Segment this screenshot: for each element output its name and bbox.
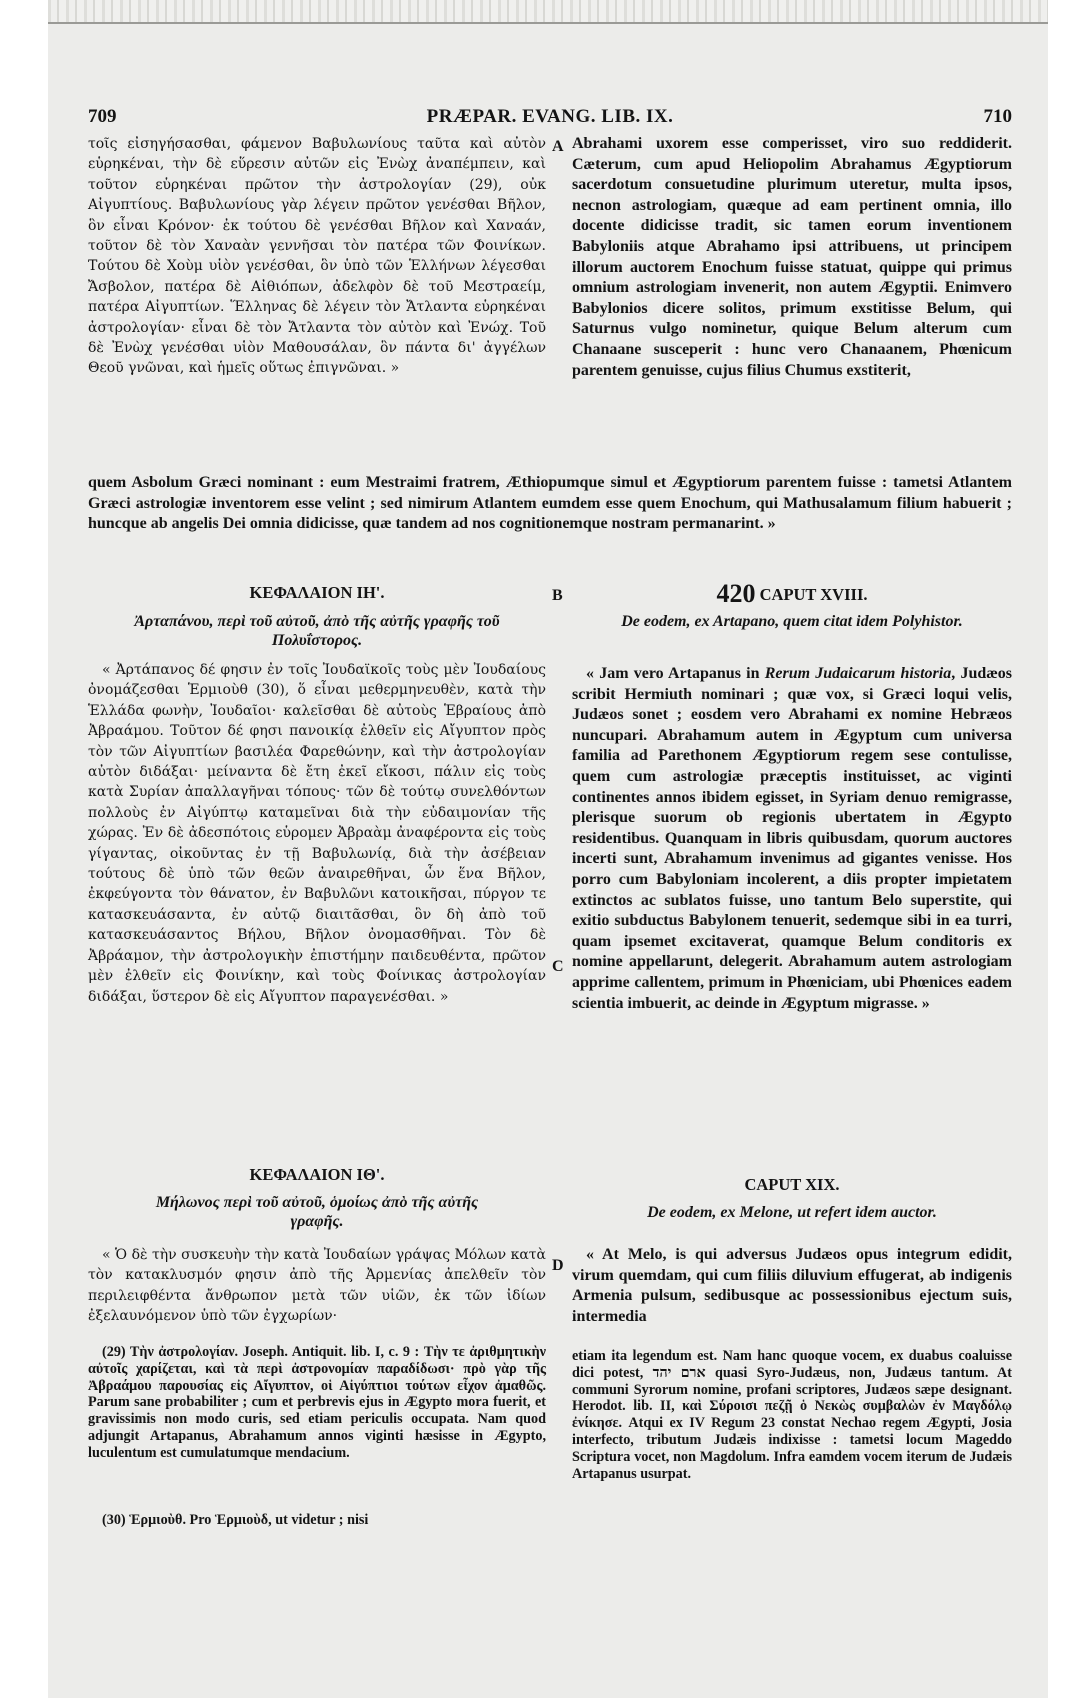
right-page-number: 710 bbox=[983, 106, 1012, 127]
greek-chapter-19-text: « Ὁ δὲ τὴν συσκευὴν τὴν κατὰ Ἰουδαίων γράψας Μόλων κατὰ τὸν κατακλυσμόν φησιν ἀπὸ τῆς Ἀρμενίας ἀπελθεῖν τὸν περιλειφθέντα ἄνθρωπον μετὰ τῶν υἱῶν, ἐκ τῶν ἰδίων ἐξελαυνόμενον ὑπὸ τῶν ἐγχωρίων· bbox=[88, 1247, 546, 1325]
greek-chapter-18-subtitle: Ἀρταπάνου, περὶ τοῦ αὐτοῦ, ἀπὸ τῆς αὐτῆς γραφῆς τοῦ Πολυΐστορος. bbox=[134, 613, 500, 649]
left-page-number: 709 bbox=[88, 106, 117, 127]
latin-chapter-18-title: CAPUT XVIII. bbox=[759, 585, 868, 604]
greek-chapter-18-heading: ΚΕΦΑΛΑΙΟΝ ΙΗ'. bbox=[249, 583, 385, 602]
greek-chapter-19-heading: ΚΕΦΑΛΑΙΟΝ ΙΘ'. bbox=[249, 1165, 385, 1184]
section-number: 420 bbox=[716, 579, 756, 608]
latin-ch18-part-a: « Jam vero Artapanus in bbox=[586, 665, 765, 682]
margin-marker-d: D bbox=[552, 1257, 564, 1274]
greek-chapter-19-subtitle: Μήλωνος περὶ τοῦ αὐτοῦ, ὁμοίως ἀπὸ τῆς αὐτῆς γραφῆς. bbox=[155, 1194, 479, 1230]
latin-chapter-19-text: « At Melo, is qui adversus Judæos opus integrum edidit, virum quemdam, qui cum filiis diluvium effugerat, ab indigenis Armenia pulsum, sedibusque ac possessionibus ejectum suis, intermedia bbox=[572, 1246, 1012, 1325]
scan-edge-rule bbox=[48, 22, 1048, 24]
latin-chapter-19-subtitle: De eodem, ex Melone, ut refert idem auctor. bbox=[647, 1204, 937, 1221]
margin-marker-c: C bbox=[552, 958, 564, 975]
footnote-right-column: etiam ita legendum est. Nam hanc quoque vocem, ex duabus coaluisse dici potest, ארם יהד quasi Syro-Judæus, non, Judæus tantum. At communi Syrorum nomine, profani scriptores, Judæos sæpe designant. Herodot. lib. II, καὶ Σύροισι πεζῇ ὁ Νεκὼς συμβαλὼν ἐν Μαγδόλῳ ἐνίκησε. Atqui ex IV Regum 23 constat Nechao regem Ægypti, Josia interfecto, tributum Judæis indixisse : tametsi locum Mageddo Scriptura vocet, non Magdolum. Infra eamdem vocem iterum de Judæis Artapanus usurpat. bbox=[572, 1348, 1012, 1482]
margin-marker-a: A bbox=[552, 138, 564, 155]
scanned-page bbox=[48, 0, 1048, 1698]
latin-ch18-book-title: Rerum Judaicarum historia bbox=[764, 665, 952, 682]
scan-edge-noise bbox=[48, 0, 1048, 22]
running-header bbox=[88, 106, 1012, 130]
latin-fullwidth-text: quem Asbolum Græci nominant : eum Mestraimi fratrem, Æthiopumque simul et Ægyptiorum parentem fuisse : tametsi Atlantem Græci astrologiæ inventorem esse velint ; sed nimirum Atlantem eumdem esse quem Enochum, qui Mathusalamum filium habuerit ; huncque ab angelis Dei omnia didicisse, quæ tandem ad nos cognitionemque nostram permanarint. » bbox=[88, 474, 1012, 533]
running-title: PRÆPAR. EVANG. LIB. IX. bbox=[426, 106, 674, 127]
latin-chapter-18-heading bbox=[572, 579, 1012, 609]
footnote-30: (30) Ἑρμιοὺθ. Pro Ἑρμιοὺδ, ut videtur ; nisi bbox=[102, 1512, 369, 1528]
greek-opening-text: τοῖς εἰσηγήσασθαι, φάμενον Βαβυλωνίους ταῦτα καὶ αὐτὸν εὑρηκέναι, τὴν δὲ εὕρεσιν αὐτῶν εἰς Ἐνὼχ ἀναπέμπειν, καὶ τοῦτον εὑρηκέναι πρῶτον τὴν ἀστρολογίαν (29), οὐκ Αἰγυπτίους. Βαβυλωνίους γὰρ λέγειν πρῶτον γενέσθαι Βῆλον, ὃν εἶναι Κρόνον· ἐκ τούτου δὲ γενέσθαι Βῆλον καὶ Χαναάν, τοῦτον δὲ τὸν Χαναὰν γεννῆσαι τὸν πατέρα τῶν Φοινίκων. Τούτου δὲ Χοὺμ υἱὸν γενέσθαι, ὃν ὑπὸ τῶν Ἑλλήνων λέγεσθαι Ἄσβολον, πατέρα δὲ Αἰθιόπων, ἀδελφὸν δὲ τοῦ Μεστραείμ, πατέρα Αἰγυπτίων. Ἕλληνας δὲ λέγειν τὸν Ἄτλαντα εὑρηκέναι ἀστρολογίαν· εἶναι δὲ τὸν Ἄτλαντα τὸν αὐτὸν καὶ Ἐνώχ. Τοῦ δὲ Ἐνὼχ γενέσθαι υἱὸν Μαθουσάλαν, ὃν πάντα δι' ἀγγέλων Θεοῦ γνῶναι, καὶ ἡμεῖς οὕτως ἐπιγνῶναι. » bbox=[88, 136, 546, 377]
footnote-29: (29) Τὴν ἀστρολογίαν. Joseph. Antiquit. lib. I, c. 9 : Τὴν τε ἀριθμητικὴν αὐτοῖς χαρίζεται, καὶ τὰ περὶ ἀστρονομίαν παραδίδωσι· πρὸ γὰρ τῆς Ἀβραάμου παρουσίας εἰς Αἴγυπτον, οἱ Αἰγύπτιοι τούτων εἶχον ἀμαθῶς. Parum sane probabiliter ; cum et perbrevis ejus in Ægypto mora fuerit, et gravissimis non modo curis, sed etiam periculis occupata. Nam quod adjungit Artapanus, Abrahamum annos viginti hæsisse in Ægypto, luculentum est cumulatumque mendacium. bbox=[88, 1344, 546, 1461]
latin-opening-text: Abrahami uxorem esse comperisset, viro suo reddiderit. Cæterum, cum apud Heliopolim Abrahamus Ægyptiorum sacerdotum consuetudine plurimum uteretur, multa ipsos, necnon astrologiam, quæque ad eam pertinent omnia, illo docente didicisse tradit, sic tamen eorum inventionem Babyloniis atque Abrahamo ipsi attribuens, ut principem illorum auctorem Enochum fuisse statuat, quippe qui primus omnium astrologiam invenerit, non autem Ægyptii. Enimvero Babylonios dicere solitos, primum exstitisse Belum, qui Saturnus vulgo nominetur, quique Belum alterum cum Chanaane susceperit : hunc vero Chanaanem, Phœnicum parentem genuisse, cujus filius Chumus exstiterit, bbox=[572, 135, 1012, 379]
latin-chapter-19-heading: CAPUT XIX. bbox=[744, 1175, 840, 1194]
margin-marker-b: B bbox=[552, 587, 563, 604]
latin-chapter-18-subtitle: De eodem, ex Artapano, quem citat idem Polyhistor. bbox=[621, 613, 963, 630]
latin-ch18-part-b: , Judæos scribit Hermiuth nominari ; quæ vox, si Græci loqui velis, Judæos sonet ; eosdem vero Abrahami ex nomine Hebræos nuncupari. Abrahamum autem in Ægyptum cum universa familia ad Parethonem Ægyptiorum regem sese contulisse, quem cum astrologiæ præceptis instituisset, ac viginti continentes annos ibidem egisset, in Syriam denuo remigrasse, plerisque suorum ob regionis ubertatem in Ægypto residentibus. Quanquam in libris quibusdam, quorum auctores incerti sunt, Abrahamum invenimus ad gigantes venisse. Hos porro cum Babyloniam incolerent, a diis propter impietatem extinctos ac sublatos fuisse, uno tantum Belo superstite, qui exitio subductus Babylonem tenuerit, sedemque sibi in ea turri, quam ipsemet excitaverat, quamque Belum conditoris ex nomine appellarunt, delegerit. Abrahamum autem astrologiam apprime callentem, primum in Phœniciam, ubi Phœnices eadem scientia imbuerit, ac deinde in Ægyptum migrasse. » bbox=[572, 665, 1013, 1012]
latin-chapter-18-text bbox=[572, 664, 1012, 1014]
greek-chapter-18-text: « Ἀρτάπανος δέ φησιν ἐν τοῖς Ἰουδαϊκοῖς τοὺς μὲν Ἰουδαίους ὀνομάζεσθαι Ἑρμιοὺθ (30), ὅ εἶναι μεθερμηνευθὲν, κατὰ τὴν Ἑλλάδα φωνὴν, Ἰουδαῖοι· καλεῖσθαι δὲ αὐτοὺς Ἑβραίους ἀπὸ Ἀβραάμου. Τοῦτον δέ φησι πανοικίᾳ ἐλθεῖν εἰς Αἴγυπτον πρὸς τὸν τῶν Αἰγυπτίων βασιλέα Φαρεθώνην, καὶ τὴν ἀστρολογίαν αὐτὸν διδάξαι· μείναντα δὲ ἔτη ἐκεῖ εἴκοσι, πάλιν εἰς τοὺς κατὰ Συρίαν ἀπαλλαγῆναι τόπους· τῶν δὲ τούτῳ συνελθόντων πολλοὺς ἐν Αἰγύπτῳ καταμεῖναι διὰ τὴν εὐδαιμονίαν τῆς χώρας. Ἐν δὲ ἀδεσπότοις εὑρομεν Ἀβραὰμ ἀναφέροντα εἰς τοὺς γίγαντας, οἰκοῦντας ἐν τῇ Βαβυλωνίᾳ, διὰ τὴν ἀσέβειαν τούτους δὲ ὑπὸ τῶν θεῶν ἀναιρεθῆναι, ὧν ἕνα Βῆλον, ἐκφεύγοντα τὸν θάνατον, ἐν Βαβυλῶνι κατοικῆσαι, πύργον τε κατασκευάσαντα, ἐν αὐτῷ διαιτᾶσθαι, ὃν δὴ ἀπὸ τοῦ κατασκευάσαντος Βήλου, Βῆλον ὀνομασθῆναι. Τὸν δὲ Ἀβράαμον, τὴν ἀστρολογικὴν ἐπιστήμην παιδευθέντα, πρῶτον μὲν ἐλθεῖν εἰς Φοινίκην, καὶ τοὺς Φοίνικας ἀστρολογίαν διδάξαι, ὕστερον δὲ εἰς Αἴγυπτον παραγενέσθαι. » bbox=[88, 662, 546, 1005]
